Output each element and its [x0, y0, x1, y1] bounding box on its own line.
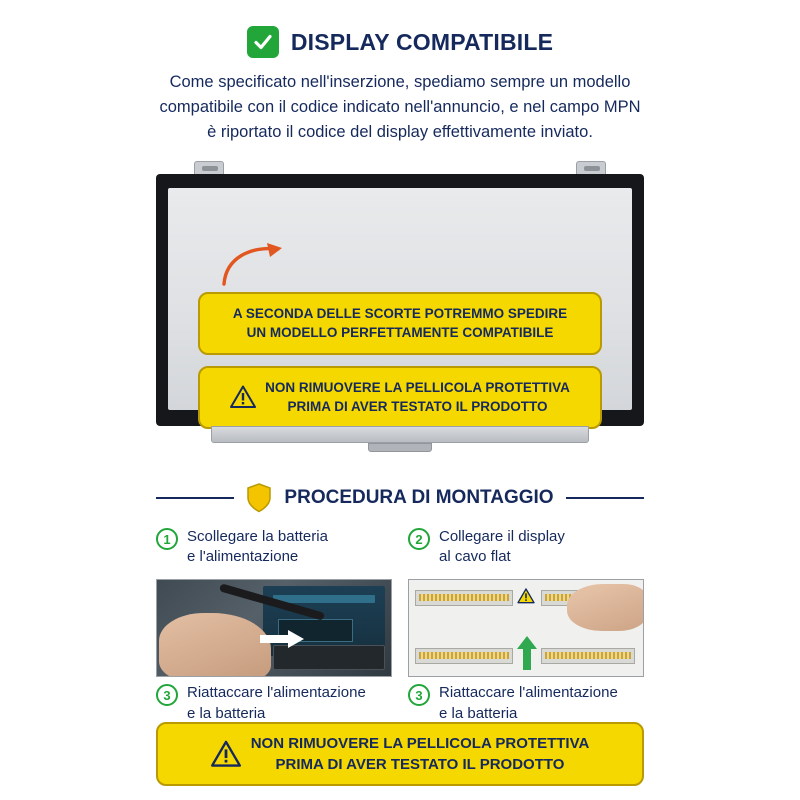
step-3-left-line2: e la batteria [187, 704, 266, 722]
arrow-up-icon [517, 636, 537, 670]
divider-left [156, 497, 234, 499]
panel-screen [168, 188, 632, 415]
step-3-right [408, 683, 644, 723]
right-margin [652, 0, 800, 800]
compatibility-notice [198, 292, 602, 354]
step-1-number: 1 [156, 528, 178, 550]
procedure-steps [156, 527, 644, 723]
step-2-text [439, 527, 565, 567]
panel-bottom-strip [211, 426, 589, 443]
step-3-right-text [439, 683, 618, 723]
warning-triangle-icon [230, 385, 256, 409]
intro-paragraph: Come specificato nell'inserzione, spediamo sempre un modello compatibile con il codice indicato nell'annuncio, e nel campo MPN è riportato il codice del display effettivamente inviato. [159, 73, 641, 142]
film-warning-line2: PRIMA DI AVER TESTATO IL PRODOTTO [287, 399, 548, 415]
divider-right [566, 497, 644, 499]
flat-connector-a [415, 590, 513, 606]
footer-warning-text [251, 733, 590, 775]
panel-bracket-right [576, 161, 606, 175]
footer-warning-banner [156, 722, 644, 786]
page-title: DISPLAY COMPATIBILE [290, 28, 554, 55]
warning-triangle-icon [211, 740, 241, 768]
laptop-battery-photo [156, 579, 392, 677]
compatibility-notice-line1: A SECONDA DELLE SCORTE POTREMMO SPEDIRE [232, 306, 568, 322]
flat-connector-d [541, 648, 635, 664]
step-3-right-line1: Riattaccare l'alimentazione [439, 684, 618, 702]
step-3-left-line1: Riattaccare l'alimentazione [187, 684, 366, 702]
check-badge-icon [247, 26, 279, 58]
flat-cable-photo [408, 579, 644, 677]
step-3-right-line2: e la batteria [439, 704, 518, 722]
compatibility-notice-line2: UN MODELLO PERFETTAMENTE COMPATIBILE [246, 325, 554, 341]
procedure-title: PROCEDURA DI MONTAGGIO [284, 487, 554, 509]
step-3-left [156, 683, 392, 723]
shield-icon [246, 483, 272, 513]
warning-triangle-icon [517, 588, 535, 604]
film-warning-line1: NON RIMUOVERE LA PELLICOLA PROTETTIVA [265, 380, 570, 396]
panel-bracket-left [194, 161, 224, 175]
arrow-right-icon [260, 630, 304, 648]
flat-connector-c [415, 648, 513, 664]
curved-arrow-icon [220, 240, 290, 288]
step-1-text [187, 527, 328, 567]
panel-bezel [156, 174, 644, 426]
step-2-line1: Collegare il display [439, 528, 565, 546]
step-3-left-number: 3 [156, 684, 178, 706]
step-1 [156, 527, 392, 567]
footer-warning-line2: PRIMA DI AVER TESTATO IL PRODOTTO [275, 756, 565, 773]
step-2-number: 2 [408, 528, 430, 550]
header [148, 26, 652, 58]
hand-detail [159, 613, 271, 677]
battery-detail [273, 645, 385, 670]
hand-detail [567, 584, 644, 630]
step-3-left-text [187, 683, 366, 723]
display-panel-illustration [156, 161, 644, 461]
left-margin [0, 0, 148, 800]
panel-connector [368, 443, 432, 452]
step-2-line2: al cavo flat [439, 548, 511, 566]
film-warning-notice [198, 366, 602, 428]
footer-warning-line1: NON RIMUOVERE LA PELLICOLA PROTETTIVA [250, 735, 590, 752]
procedure-header [156, 483, 644, 513]
step-1-line2: e l'alimentazione [187, 548, 299, 566]
step-2 [408, 527, 644, 567]
step-3-right-number: 3 [408, 684, 430, 706]
step-1-line1: Scollegare la batteria [187, 528, 328, 546]
content-column [148, 0, 652, 800]
